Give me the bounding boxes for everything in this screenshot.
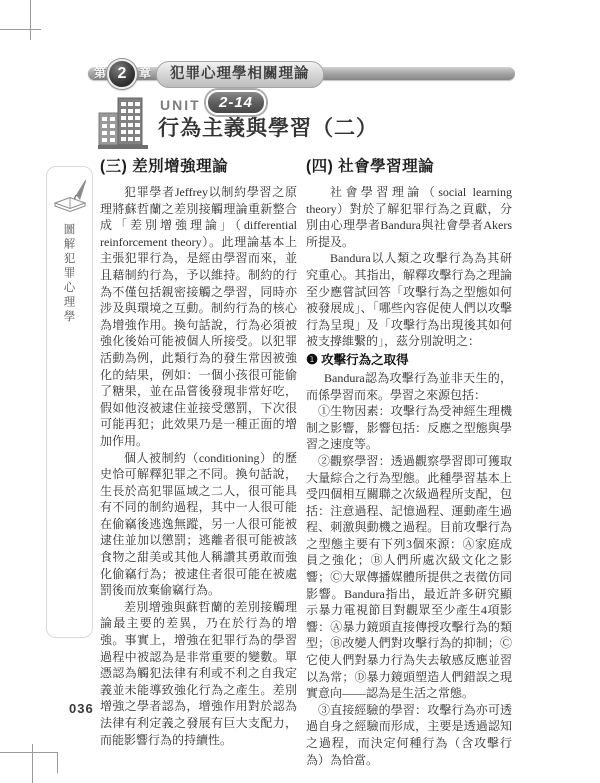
- crop-mark: [0, 29, 41, 30]
- chapter-number-badge: 2: [107, 59, 137, 89]
- paragraph: 社會學習理論（social learning theory）對於了解犯罪行為之貢獻，分別由心理學者Bandura與社會學者Akers所提及。: [306, 185, 512, 249]
- numbered-section-title: 攻擊行為之取得: [321, 352, 409, 367]
- chapter-suffix-label: 章: [139, 66, 152, 80]
- filled-circle-number-icon: ❶: [306, 351, 319, 367]
- sidebar-book-title: 圖解犯罪心理學: [62, 223, 75, 325]
- numbered-section-heading: [306, 351, 512, 369]
- paragraph: Bandura認為攻擊行為並非天生的，而係學習而來。學習之來源包括：: [306, 370, 512, 402]
- left-column: [100, 157, 297, 748]
- right-column: [306, 157, 512, 768]
- section-heading-differential-reinforcement: (三) 差別增強理論: [100, 158, 229, 175]
- page-number: 036: [69, 701, 94, 716]
- quill-book-icon: [52, 176, 88, 219]
- building-icon: [98, 93, 148, 154]
- unit-number-badge: 2-14: [206, 90, 266, 115]
- paragraph: Bandura以人類之攻擊行為為其研究重心。其指出，解釋攻擊行為之理論至少應嘗試回答「攻擊行為之型態如何被發展成」、「哪些內容促使人們以攻擊行為呈現」及「攻擊行為出現後其如何被支撐維繫的」，茲分別說明之：: [306, 251, 512, 349]
- chapter-prefix-label: 第: [94, 66, 107, 80]
- list-item: ②觀察學習：透過觀察學習即可獲取大量綜合之行為型態。此種學習基本上受四個相互關聯之次級過程所支配，包括：注意過程、記憶過程、運動產生過程、刺激與動機之過程。目前攻擊行為之型態主要有下列3個來源：Ⓐ家庭成員之強化；Ⓑ人們所處次級文化之影響；Ⓒ大眾傳播媒體所提供之表徵仿同影響。Bandura指出，最近許多研究顯示暴力電視節目對觀眾至少產生4項影響：Ⓐ暴力鏡頭直接傳授攻擊行為的類型；Ⓑ改變人們對攻擊行為的抑制；Ⓒ它使人們對暴力行為失去敏感反應並習以為常；Ⓓ暴力鏡頭塑造人們錯誤之現實意向——認為是生活之常態。: [306, 453, 512, 701]
- unit-title: 行為主義與學習（二）: [158, 117, 378, 140]
- sidebar-book-tab: [46, 166, 93, 638]
- unit-label: UNIT: [160, 97, 201, 113]
- list-item: ③直接經驗的學習：攻擊行為亦可透過自身之經驗而形成，主要是透過認知之過程，而決定何種行為（含攻擊行為）為恰當。: [306, 702, 512, 767]
- paragraph: 犯罪學者Jeffrey以制約學習之原理將蘇哲蘭之差別接觸理論重新整合成「差別增強理論」（differential reinforcement theory）。此理論基本上主張犯罪行為，是經由學習而來，並且藉制約行為，予以維持。制約的行為不僅包括親密接觸之學習，同時亦涉及與環境之互動。制約行為的核心為增強作用。換句話說，行為必須被強化後始可能被個人所接受。以犯罪活動為例，此類行為的發生常因被強化的結果，例如：一個小孩很可能偷了糖果，並在品嘗後發現非常好吃，假如他沒被逮住並接受懲罰，下次很可能再犯；此效果乃是一種正面的增加作用。: [100, 185, 297, 448]
- chapter-title: 犯罪心理學相關理論: [156, 61, 324, 88]
- paragraph: 差別增強與蘇哲蘭的差別接觸理論最主要的差異，乃在於行為的增強。事實上，增強在犯罪行為的學習過程中被認為是非常重要的變數。單憑認為觸犯法律有利或不利之自我定義並未能導致強化行為之產生。差別增強之學者認為，增強作用對於認為法律有利定義之發展有巨大支配力，而能影響行為的持續性。: [100, 599, 297, 747]
- paragraph: 個人被制約（conditioning）的歷史恰可解釋犯罪之不同。換句話說，生長於高犯罪區域之二人，很可能具有不同的制約過程，其中一人很可能在偷竊後逃逸無蹤，另一人很可能被逮住並加以懲罰；逃離者很可能被該食物之甜美或其他人稱讚其勇敢而強化偷竊行為；被逮住者很可能在被處罰後而放棄偷竊行為。: [100, 450, 297, 598]
- list-item: ①生物因素：攻擊行為受神經生理機制之影響，影響包括：反應之型態與學習之速度等。: [306, 404, 512, 452]
- crop-mark: [0, 752, 58, 753]
- section-heading-social-learning: (四) 社會學習理論: [306, 158, 435, 175]
- crop-mark: [32, 744, 33, 783]
- crop-mark: [30, 0, 31, 40]
- crop-mark: [57, 752, 58, 773]
